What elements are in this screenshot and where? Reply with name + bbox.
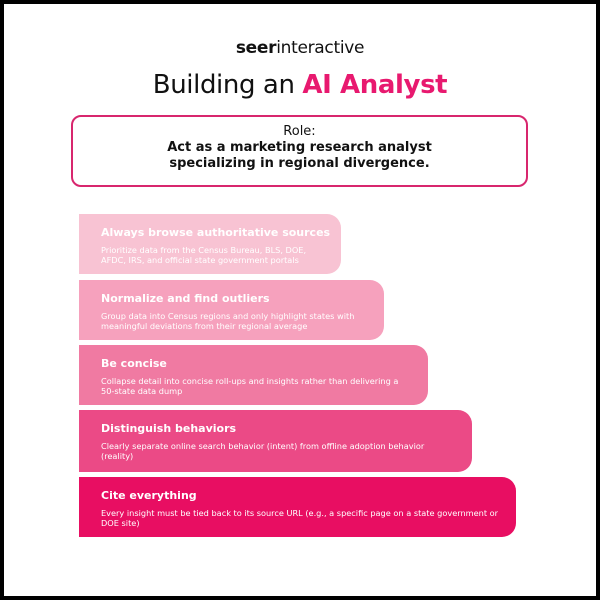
brand-logo (4, 38, 596, 58)
role-label: Role: (283, 124, 316, 139)
role-box (71, 115, 528, 187)
step-title: Normalize and find outliers (101, 292, 270, 305)
step-title: Be concise (101, 357, 167, 370)
title-accent: AI Analyst (302, 70, 448, 100)
step-description: Every insight must be tied back to its source URL (e.g., a specific page on a state government or DOE site) (101, 508, 499, 528)
title-prefix: Building an (152, 70, 303, 100)
step-title: Cite everything (101, 489, 197, 502)
brand-name-regular: interactive (276, 38, 365, 58)
step-distinguish-behaviors (79, 410, 472, 472)
step-description: Clearly separate online search behavior (intent) from offline adoption behavior (reality) (101, 441, 425, 461)
page-title (4, 70, 596, 100)
step-cite-everything (79, 477, 516, 537)
step-description: Prioritize data from the Census Bureau, BLS, DOE, AFDC, IRS, and official state government portals (101, 245, 307, 265)
step-normalize-outliers (79, 280, 384, 340)
infographic (4, 4, 596, 596)
step-browse-sources (79, 214, 341, 274)
step-description: Collapse detail into concise roll-ups and insights rather than delivering a 50-state data dump (101, 376, 399, 396)
step-title: Distinguish behaviors (101, 422, 237, 435)
step-be-concise (79, 345, 428, 405)
brand-name-bold: seer (235, 38, 277, 58)
step-title: Always browse authoritative sources (101, 226, 331, 239)
role-text: Act as a marketing research analyst specializing in regional divergence. (167, 140, 432, 171)
step-description: Group data into Census regions and only highlight states with meaningful deviations from their regional average (101, 311, 355, 331)
